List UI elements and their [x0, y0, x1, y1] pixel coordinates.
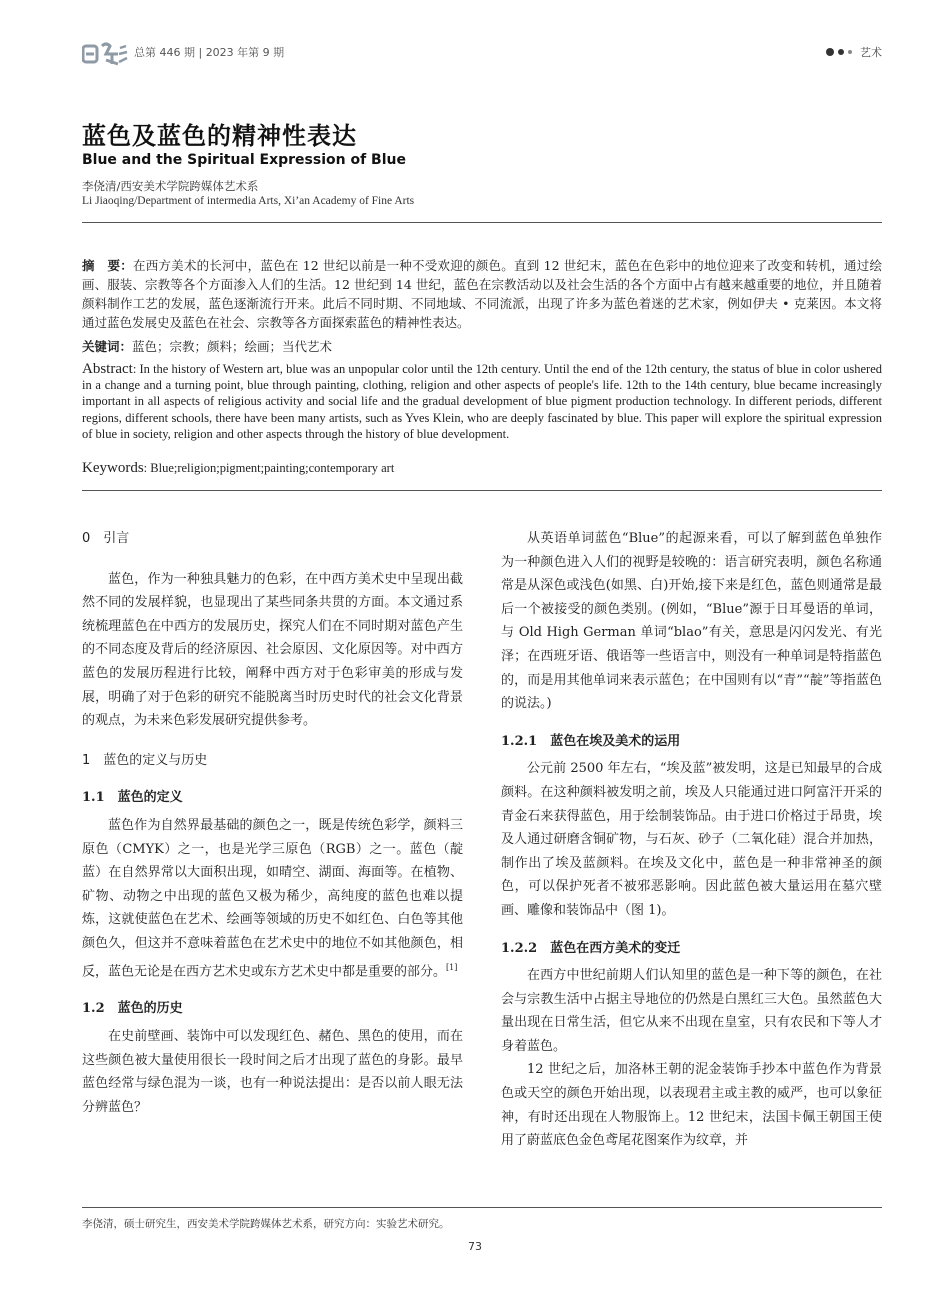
abstract-english — [82, 361, 882, 442]
abstract-en-text: : In the history of Western art, blue was an unpopular color until the 12th century. Until the end of the 12th century, the status of blue in color ushered in a change and a turning point, blue through painting, clothing, religion and other aspects of people's life. 12th to the 14th century, blue became increasingly important in all aspects of religious activity and social life and the gradual development of blue pigment production technology. In different periods, different regions, different schools, there have been many artists, such as Yves Klein, who are deeply fascinated by blue. This paper will explore the spiritual expression of blue in society, religion and other aspects through the history of blue development. — [82, 362, 882, 441]
dot-medium-icon — [838, 49, 844, 55]
dot-large-icon — [826, 48, 834, 56]
heading-1-2: 1.2 蓝色的历史 — [82, 1001, 183, 1017]
heading-1-1: 1.1 蓝色的定义 — [82, 790, 183, 806]
paragraph-1-2-1: 公元前 2500 年左右，“埃及蓝”被发明，这是已知最早的合成颜料。在这种颜料被发明之前，埃及人只能通过进口阿富汗开采的青金石来获得蓝色，用于绘制装饰品。由于进口价格过于昂贵，埃及人通过研磨含铜矿物，与石灰、砂子（二氧化硅）混合并加热，制作出了埃及蓝颜料。在埃及文化中，蓝色是一种非常神圣的颜色，可以保护死者不被邪恶影响。因此蓝色被大量运用在墓穴壁画、雕像和装饰品中（图 1)。 — [501, 761, 882, 918]
keywords-en-text: : Blue;religion;pigment;painting;contemporary art — [143, 461, 395, 475]
issue-info: 总第 446 期 | 2023 年第 9 期 — [134, 46, 285, 59]
paragraph-1-1-text: 蓝色作为自然界最基础的颜色之一，既是传统色彩学，颜料三原色（CMYK）之一，也是光学三原色（RGB）之一。蓝色（靛蓝）在自然界常以大面积出现，如晴空、湖面、海面等。在植物、矿物、动物之中出现的蓝色又极为稀少，高纯度的蓝色也难以提炼，这就使蓝色在艺术、绘画等领域的历史不如红色、白色等其他颜色久，但这并不意味着蓝色在艺术史中的地位不如其他颜色，相反，蓝色无论是在西方艺术史或东方艺术史中都是重要的部分。 — [82, 817, 463, 979]
page-number: 73 — [468, 1240, 482, 1253]
heading-introduction: 0 引言 — [82, 531, 130, 546]
paragraph-1-2-2-b: 12 世纪之后，加洛林王朝的泥金装饰手抄本中蓝色作为背景色或天空的颜色开始出现，以表现君主或主教的威严，也可以象征神，有时还出现在人物服饰上。12 世纪末，法国卡佩王朝国王使用了蔚蓝底色金色鸢尾花图案作为纹章，并 — [501, 1062, 882, 1149]
divider-top — [82, 222, 882, 223]
heading-1-2-2: 1.2.2 蓝色在西方美术的变迁 — [501, 940, 681, 956]
paragraph-blue-origin: 从英语单词蓝色“Blue”的起源来看，可以了解到蓝色单独作为一种颜色进入人们的视野是较晚的：语言研究表明，颜色名称通常是从深色或浅色(如黑、白)开始,接下来是红色，蓝色则通常是最后一个被接受的颜色类别。(例如，“Blue”源于日耳曼语的单词，与 Old High German 单词“blao”有关，意思是闪闪发光、有光泽；在西班牙语、俄语等一些语言中，则没有一种单词是特指蓝色的，而是用其他单词来表示蓝色；在中国则有以“青”“靛”等指蓝色的说法。) — [501, 531, 882, 712]
paragraph-1-2-2-a: 在西方中世纪前期人们认知里的蓝色是一种下等的颜色，在社会与宗教生活中占据主导地位的仍然是白黑红三大色。虽然蓝色大量出现在日常生活，但它从来不出现在皇室，只有农民和下等人才身着蓝色。 — [501, 968, 882, 1054]
section-label — [826, 44, 882, 60]
keywords-zh-label: 关键词： — [82, 339, 133, 354]
left-column — [82, 527, 463, 1119]
keywords-en-label: Keywords — [82, 460, 144, 476]
divider-footnote — [82, 1207, 882, 1208]
heading-section-1: 1 蓝色的定义与历史 — [82, 752, 208, 768]
abstract-zh-text: 在西方美术的长河中，蓝色在 12 世纪以前是一种不受欢迎的颜色。直到 12 世纪末，蓝色在色彩中的地位迎来了改变和转机，通过绘画、服装、宗教等各个方面渗入人们的生活。12 世纪到 14 世纪，蓝色在宗教活动以及社会生活的各个方面中占有越来越重要的地位，并且随着颜料制作工艺的发展，蓝色逐渐流行开来。此后不同时期、不同地域、不同流派，出现了许多为蓝色着迷的艺术家，例如伊夫 • 克莱因。本文将通过蓝色发展史及蓝色在社会、宗教等各方面探索蓝色的精神性表达。 — [82, 258, 882, 330]
keywords-zh-text: 蓝色；宗教；颜料；绘画；当代艺术 — [132, 339, 333, 354]
heading-1-2-1: 1.2.1 蓝色在埃及美术的运用 — [501, 733, 681, 749]
logo-mark-icon — [82, 40, 128, 68]
abstract-chinese — [82, 256, 882, 332]
author-footnote: 李侥清，硕士研究生，西安美术学院跨媒体艺术系，研究方向：实验艺术研究。 — [82, 1218, 450, 1230]
citation-ref: [1] — [446, 962, 458, 972]
section-text: 艺术 — [860, 46, 882, 59]
title-english: Blue and the Spiritual Expression of Blue — [82, 152, 406, 168]
author-english: Li Jiaoqing/Department of intermedia Arts, Xi’an Academy of Fine Arts — [82, 195, 415, 207]
abstract-zh-label: 摘 要： — [82, 258, 133, 273]
right-column — [501, 527, 882, 1153]
keywords-chinese — [82, 337, 882, 355]
journal-logo — [82, 40, 128, 68]
title-chinese: 蓝色及蓝色的精神性表达 — [82, 122, 357, 150]
dot-small-icon — [848, 50, 852, 54]
paragraph-1-2: 在史前壁画、装饰中可以发现红色、赭色、黑色的使用，而在这些颜色被大量使用很长一段时间之后才出现了蓝色的身影。最早蓝色经常与绿色混为一谈，也有一种说法提出：是否以前人眼无法分辨蓝色？ — [82, 1029, 463, 1115]
paragraph-1-1 — [82, 814, 463, 983]
abstract-en-label: Abstract — [82, 361, 133, 377]
paragraph-introduction: 蓝色，作为一种独具魅力的色彩，在中西方美术史中呈现出截然不同的发展样貌，也显现出了某些同条共贯的方面。本文通过系统梳理蓝色在中西方的发展历史，探究人们在不同时期对蓝色产生的不同态度及背后的经济原因、社会原因、文化原因等。对中西方蓝色的发展历程进行比较，阐释中西方对于色彩审美的形成与发展，明确了对于色彩的研究不能脱离当时历史时代的社会文化背景的观点，为未来色彩发展研究提供参考。 — [82, 571, 463, 729]
divider-abstract — [82, 490, 882, 491]
author-chinese: 李侥清/西安美术学院跨媒体艺术系 — [82, 179, 259, 193]
keywords-english — [82, 460, 882, 477]
